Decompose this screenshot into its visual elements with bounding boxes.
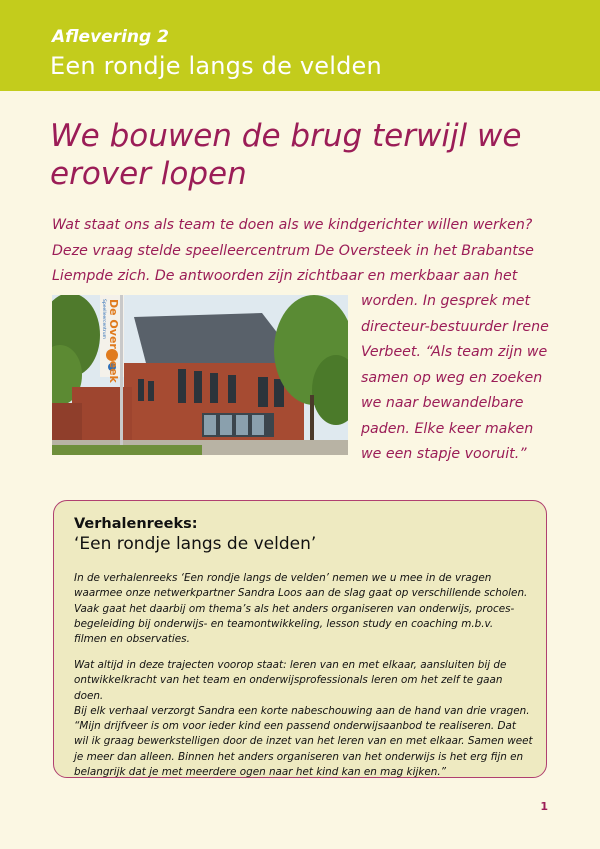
header-banner <box>0 0 600 91</box>
intro-line: we een stapje vooruit.” <box>361 446 527 462</box>
box-line: je meer dan alleen. Binnen het anders organiseren van het onderwijs is het erg fijn en <box>74 750 524 763</box>
article-title: We bouwen de brug terwijl we erover lopen <box>50 118 522 192</box>
intro-line: paden. Elke keer maken <box>361 420 534 437</box>
intro-line: we naar bewandelbare <box>361 395 524 411</box>
box-line: filmen en observaties. <box>74 633 190 646</box>
box-line: “Mijn drijfveer is om voor ieder kind een passend onderwijsaanbod te realiseren. Dat <box>74 720 516 733</box>
box-heading: Verhalenreeks: <box>74 516 198 532</box>
banner-text: De Oversteek <box>107 299 120 383</box>
article-intro <box>52 213 562 290</box>
box-subheading: ‘Een rondje langs de velden’ <box>74 534 317 554</box>
box-line: Vaak gaat het daarbij om thema’s als het anders organiseren van onderwijs, proces- <box>74 602 515 615</box>
page-number: 1 <box>540 800 548 813</box>
box-line: ontwikkelkracht van het team en onderwijsprofessionals leren om het zelf te gaan doen. <box>74 674 503 702</box>
box-line: In de verhalenreeks ‘Een rondje langs de velden’ nemen we u mee in de vragen <box>74 572 492 584</box>
intro-line: samen op weg en zoeken <box>361 369 543 386</box>
box-line: waarmee onze netwerkpartner Sandra Loos aan de slag gaat op verschillende scholen. <box>74 587 528 600</box>
school-photo <box>52 295 348 455</box>
intro-line: Liempde zich. De antwoorden zijn zichtbaar en merkbaar aan het <box>52 268 518 284</box>
intro-line: worden. In gesprek met <box>361 293 531 309</box>
box-line: wil ik graag bewerkstelligen door de inzet van het leren van en met elkaar. Samen weet <box>74 735 533 748</box>
box-line: Wat altijd in deze trajecten voorop staat: leren van en met elkaar, aansluiten bij de <box>74 659 507 671</box>
banner-subtext: Speelleercentrum <box>101 299 106 339</box>
intro-line: Deze vraag stelde speelleercentrum De Oversteek in het Brabantse <box>52 242 534 259</box>
intro-line: directeur-bestuurder Irene <box>361 318 549 335</box>
series-info-box <box>53 500 547 778</box>
box-line: belangrijk dat je met meerdere ogen naar het kind kan en mag kijken.” <box>74 766 447 779</box>
series-title: Een rondje langs de velden <box>50 52 382 80</box>
intro-line: Verbeet. “Als team zijn we <box>361 344 548 360</box>
box-paragraph-2 <box>74 658 534 780</box>
box-paragraph-1 <box>74 571 534 647</box>
intro-line: Wat staat ons als team te doen als we kindgerichter willen werken? <box>52 217 533 233</box>
box-line: begeleiding bij onderwijs- en teamontwikkeling, lesson study en coaching m.b.v. <box>74 617 494 630</box>
article-intro-continued <box>361 289 561 468</box>
box-line: Bij elk verhaal verzorgt Sandra een korte nabeschouwing aan de hand van drie vragen. <box>74 704 530 717</box>
episode-label: Aflevering 2 <box>52 27 169 47</box>
